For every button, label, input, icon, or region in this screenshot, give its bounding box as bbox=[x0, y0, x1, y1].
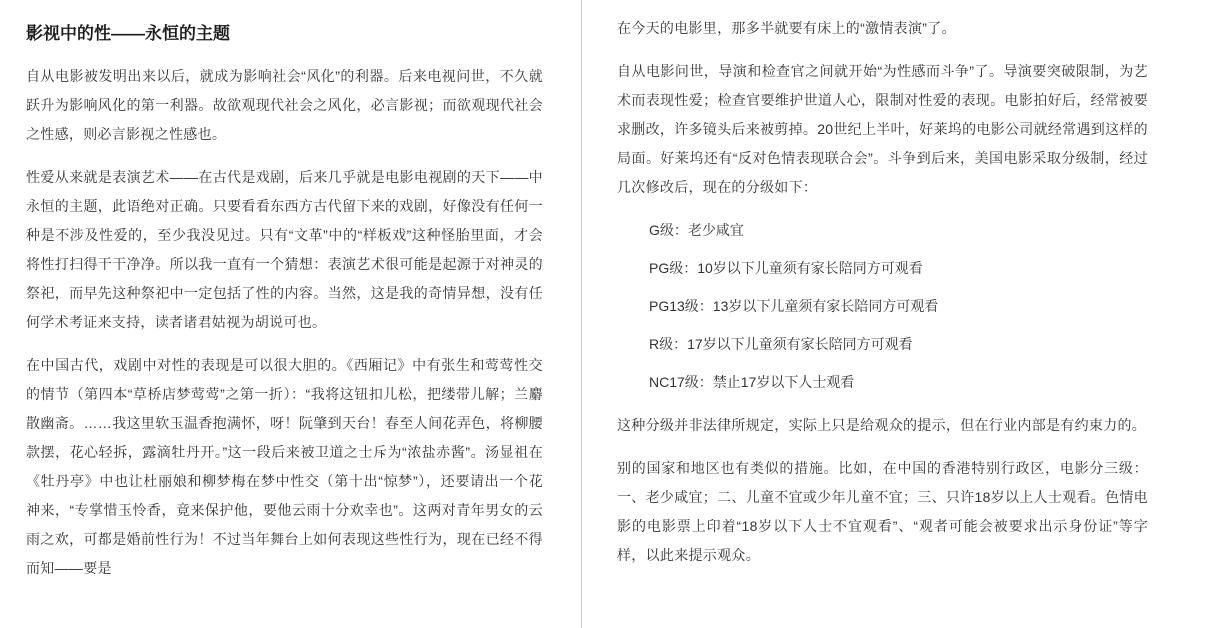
movie-rating-list bbox=[617, 216, 1148, 397]
paragraph-right-2: 自从电影问世，导演和检查官之间就开始“为性感而斗争”了。导演要突破限制，为艺术而表现性爱；检查官要维护世道人心，限制对性爱的表现。电影拍好后，经常被要求删改，许多镜头后来被剪掉。20世纪上半叶，好莱坞的电影公司就经常遇到这样的局面。好莱坞还有“反对色情表现联合会”。斗争到后来，美国电影采取分级制，经过几次修改后，现在的分级如下： bbox=[617, 63, 1148, 195]
paragraph-left-3: 在中国古代，戏剧中对性的表现是可以很大胆的。《西厢记》中有张生和莺莺性交的情节（第四本“草桥店梦莺莺”之第一折）：“我将这钮扣儿松，把缕带儿解；兰麝散幽斋。……我这里软玉温香抱满怀，呀！阮肇到天台！春至人间花弄色，将柳腰款摆，花心轻拆，露滴牡丹开。”这一段后来被卫道之士斥为“浓盐赤酱”。汤显祖在《牡丹亭》中也让杜丽娘和柳梦梅在梦中性交（第十出“惊梦”），还要请出一个花神来，“专掌惜玉怜香，竟来保护他，要他云雨十分欢幸也”。这两对青年男女的云雨之欢，可都是婚前性行为！不过当年舞台上如何表现这些性行为，现在已经不得而知——要是 bbox=[26, 357, 543, 576]
paragraph-right-3: 这种分级并非法律所规定，实际上只是给观众的提示，但在行业内部是有约束力的。 bbox=[617, 417, 1147, 433]
paragraph-left-2: 性爱从来就是表演艺术——在古代是戏剧，后来几乎就是电影电视剧的天下——中永恒的主题，此语绝对正确。只要看看东西方古代留下来的戏剧，好像没有任何一种是不涉及性爱的，至少我没见过。只有“文革”中的“样板戏”这种怪胎里面，才会将性打扫得干干净净。所以我一直有一个猜想：表演艺术很可能是起源于对神灵的祭祀，而早先这种祭祀中一定包括了性的内容。当然，这是我的奇情异想，没有任何学术考证来支持，读者诸君姑视为胡说可也。 bbox=[26, 169, 543, 330]
paragraph-right-4: 别的国家和地区也有类似的措施。比如，在中国的香港特别行政区，电影分三级：一、老少咸宜；二、儿童不宜或少年儿童不宜；三、只许18岁以上人士观看。色情电影的电影票上印着“18岁以下人士不宜观看”、“观者可能会被要求出示身份证”等字样，以此来提示观众。 bbox=[617, 460, 1148, 563]
right-page bbox=[617, 14, 1148, 584]
rating-item-nc17: NC17级：禁止17岁以下人士观看 bbox=[649, 374, 855, 390]
rating-item-pg13: PG13级：13岁以下儿童须有家长陪同方可观看 bbox=[649, 298, 939, 314]
paragraph-right-1: 在今天的电影里，那多半就要有床上的“激情表演”了。 bbox=[617, 20, 956, 36]
paragraph-left-1: 自从电影被发明出来以后，就成为影响社会“风化”的利器。后来电视问世，不久就跃升为影响风化的第一利器。故欲观现代社会之风化，必言影视；而欲观现代社会之性感，则必言影视之性感也。 bbox=[26, 68, 543, 142]
page-divider bbox=[581, 0, 582, 628]
article-title: 影视中的性——永恒的主题 bbox=[26, 24, 230, 43]
rating-item-pg: PG级：10岁以下儿童须有家长陪同方可观看 bbox=[649, 260, 923, 276]
rating-item-r: R级：17岁以下儿童须有家长陪同方可观看 bbox=[649, 336, 913, 352]
rating-item-g: G级：老少咸宜 bbox=[649, 222, 744, 238]
left-page bbox=[26, 14, 543, 597]
